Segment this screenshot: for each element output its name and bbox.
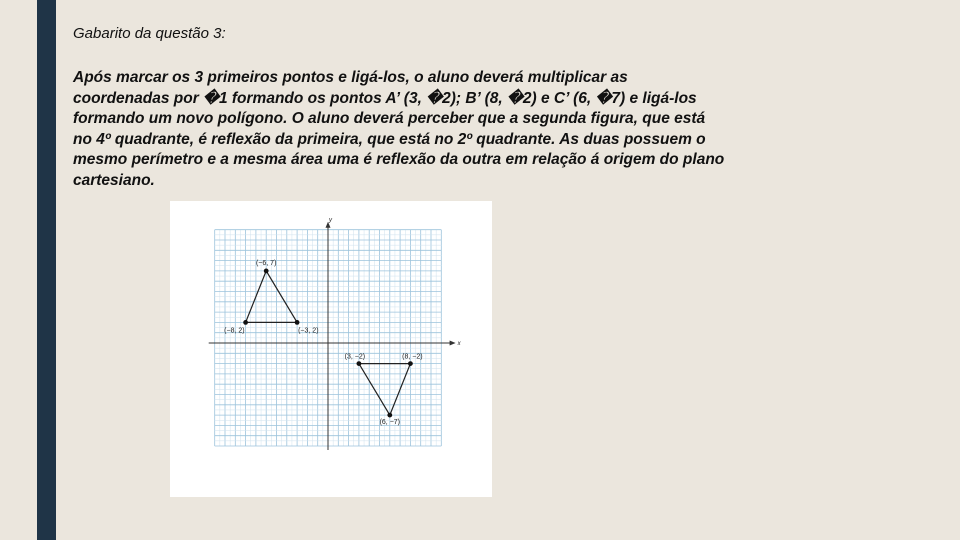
point-label: (3, −2): [344, 353, 366, 361]
point-label: (6, −7): [379, 419, 401, 427]
data-point: [243, 320, 248, 325]
paragraph-line: no 4º quadrante, é reflexão da primeira, que está no 2º quadrante. As duas possuem o: [73, 130, 706, 148]
paragraph-line: cartesiano.: [73, 171, 155, 189]
answer-paragraph: [73, 68, 843, 192]
slide-title: Gabarito da questão 3:: [73, 25, 226, 42]
point-label: (−6, 7): [255, 259, 277, 267]
data-point: [295, 320, 300, 325]
y-axis-label: y: [329, 217, 332, 224]
paragraph-line: coordenadas por �1 formando os pontos A’ (3, �2); B’ (8, �2) e C’ (6, �7) e ligá-los: [73, 89, 697, 107]
x-axis-arrow: [450, 341, 456, 346]
paragraph-line: Após marcar os 3 primeiros pontos e ligá-los, o aluno deverá multiplicar as: [73, 69, 628, 86]
data-point: [387, 413, 392, 418]
data-point: [357, 361, 362, 366]
paragraph-line: mesmo perímetro e a mesma área uma é reflexão da outra em relação á origem do plano: [73, 151, 725, 169]
left-accent-bar: [37, 0, 56, 540]
point-label: (8, −2): [402, 353, 423, 361]
paragraph-line: formando um novo polígono. O aluno deverá perceber que a segunda figura, que está: [73, 110, 706, 128]
x-axis-label: x: [457, 341, 461, 347]
cartesian-plane: [170, 201, 492, 497]
data-point: [408, 361, 413, 366]
data-point: [264, 269, 269, 274]
cartesian-plane-figure: [170, 201, 492, 497]
point-label: (−3, 2): [298, 327, 319, 335]
point-label: (−8, 2): [224, 327, 245, 335]
